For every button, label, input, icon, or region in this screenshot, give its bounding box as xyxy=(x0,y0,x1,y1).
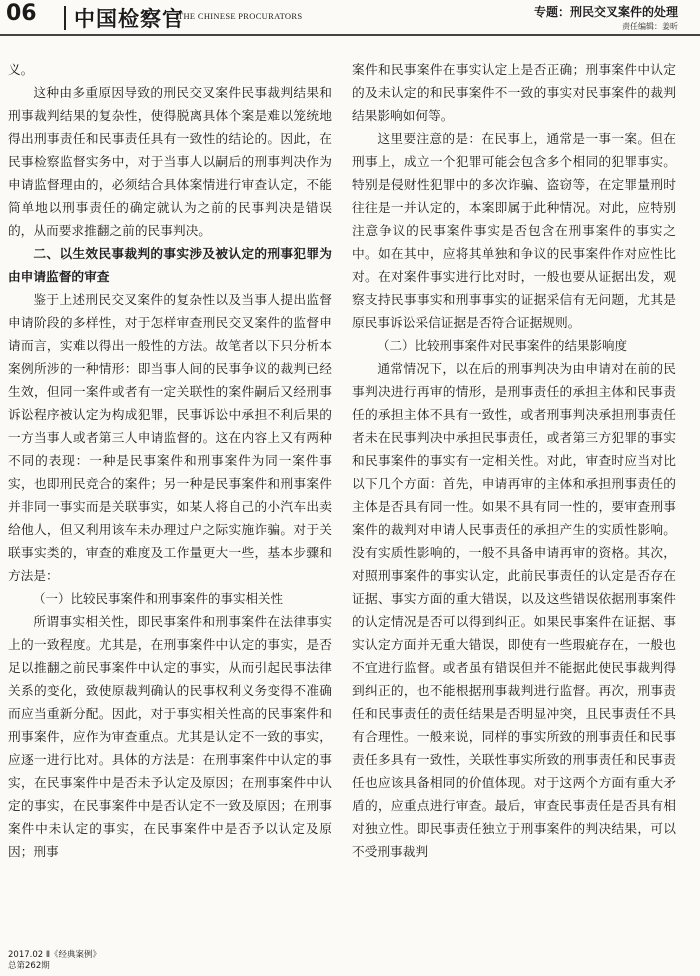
journal-logo-english: THE CHINESE PROCURATORS xyxy=(178,11,303,21)
footer-total-issue: 总第262期 xyxy=(8,961,50,971)
paragraph: 这种由多重原因导致的刑民交叉案件民事裁判结果和刑事裁判结果的复杂性，使得脱离具体个案是难以笼统地得出刑事责任和民事责任具有一致性的结论的。因此，在民事检察监督实务中，对于当事人以嗣后的刑事判决作为申请监督理由的，必须结合具体案情进行审查认定，不能简单地以刑事责任的确定就认为之前的民事判决是错误的，从而要求推翻之前的民事判决。 xyxy=(8,85,332,238)
paragraph: 所谓事实相关性，即民事案件和刑事案件在法律事实上的一致程度。尤其是，在刑事案件中认定的事实，是否足以推翻之前民事案件中认定的事实，从而引起民事法律关系的变化，致使原裁判确认的民事权利义务变得不准确而应当重新分配。因此，对于事实相关性高的民事案件和刑事案件，应作为审查重点。尤其是认定不一致的事实，应逐一进行比对。具体的方法是：在刑事案件中认定的事实，在民事案件中是否未予认定及原因；在刑事案件中认定的事实，在民事案件中是否认定不一致及原因；在刑事案件中未认定的事实，在民事案件中是否予以认定及原因；刑事 xyxy=(8,614,332,859)
paragraph-continued: 义。 xyxy=(8,62,34,77)
page-footer xyxy=(8,950,101,972)
paragraph: 鉴于上述刑民交叉案件的复杂性以及当事人提出监督申请阶段的多样性，对于怎样审查刑民交叉案件的监督申请而言，实难以得出一般性的方法。故笔者以下只分析本案例所涉的一种情形：即当事人间的民事争议的裁判已经生效，但同一案件或者有一定关联性的案件嗣后又经刑事诉讼程序被认定为构成犯罪，民事诉讼中承担不利后果的一方当事人或者第三人申请监督的。这在内容上又有两种不同的表现：一种是民事案件和刑事案件为同一案件事实，也即刑民竞合的案件；另一种是民事案件和刑事案件并非同一事实而是关联事实，如某人将自己的小汽车出卖给他人，但又利用该车未办理过户之际实施诈骗。对于关联事实类的，审查的难度及工作量更大一些，基本步骤和方法是： xyxy=(8,292,332,583)
subsection-heading: （一）比较民事案件和刑事案件的事实相关性 xyxy=(33,591,284,606)
footer-issue: 2017.02 Ⅱ《经典案例》 xyxy=(8,950,102,960)
subsection-heading: （二）比较刑事案件对民事案件的结果影响度 xyxy=(377,338,628,353)
paragraph: 通常情况下，以在后的刑事判决为由申请对在前的民事判决进行再审的情形，是刑事责任的承担主体和民事责任的承担主体不具有一致性，或者刑事判决承担刑事责任者未在民事判决中承担民事责任，或者第三方犯罪的事实和民事案件的事实有一定相关性。对此，审查时应当对比以下几个方面：首先，申请再审的主体和承担刑事责任的主体是否具有同一性。如果不具有同一性的，要审查刑事案件的裁判对申请人民事责任的承担产生的实质性影响。没有实质性影响的，一般不具备申请再审的资格。其次，对照刑事案件的事实认定，此前民事责任的认定是否存在证据、事实方面的重大错误，以及这些错误依据刑事案件的认定情况是否可以得到纠正。如果民事案件在证据、事实认定方面并无重大错误，即使有一些瑕疵存在，一般也不宜进行监督。或者虽有错误但并不能据此使民事裁判得到纠正的，也不能根据刑事裁判进行监督。再次，刑事责任和民事责任的责任结果是否明显冲突，且民事责任不具有合理性。一般来说，同样的事实所致的刑事责任和民事责任多具有一致性，关联性事实所致的刑事责任和民事责任也应该具备相同的价值体现。对于这两个方面有重大矛盾的，应重点进行审查。最后，审查民事责任是否具有相对独立性。即民事责任独立于刑事案件的判决结果，可以不受刑事裁判 xyxy=(352,361,676,859)
header-rule xyxy=(0,34,700,36)
page-number: 06 xyxy=(6,1,37,26)
responsible-editor: 责任编辑：姜昕 xyxy=(622,22,678,31)
paragraph-continued: 案件和民事案件在事实认定上是否正确；刑事案件中认定的及未认定的和民事案件不一致的事实对民事案件的裁判结果影响如何等。 xyxy=(352,62,676,123)
paragraph: 这里要注意的是：在民事上，通常是一事一案。但在刑事上，成立一个犯罪可能会包含多个相同的犯罪事实。特别是侵财性犯罪中的多次诈骗、盗窃等，在定罪量刑时往往是一并认定的，本案即属于此种情况。对此，应特别注意争议的民事案件事实是否包含在刑事案件的事实之中。如在其中，应将其单独和争议的民事案件作对应性比对。在对案件事实进行比对时，一般也要从证据出发，观察支持民事事实和刑事事实的证据采信有无问题，尤其是原民事诉讼采信证据是否符合证据规则。 xyxy=(352,131,676,330)
left-column xyxy=(8,58,332,863)
section-topic: 专题：刑民交叉案件的处理 xyxy=(533,5,678,19)
right-column xyxy=(352,58,676,863)
section-heading: 二、以生效民事裁判的事实涉及被认定的刑事犯罪为由申请监督的审查 xyxy=(8,246,332,284)
page-header xyxy=(0,0,700,38)
header-divider xyxy=(64,6,66,30)
journal-logo: 中国检察官 xyxy=(74,6,184,31)
